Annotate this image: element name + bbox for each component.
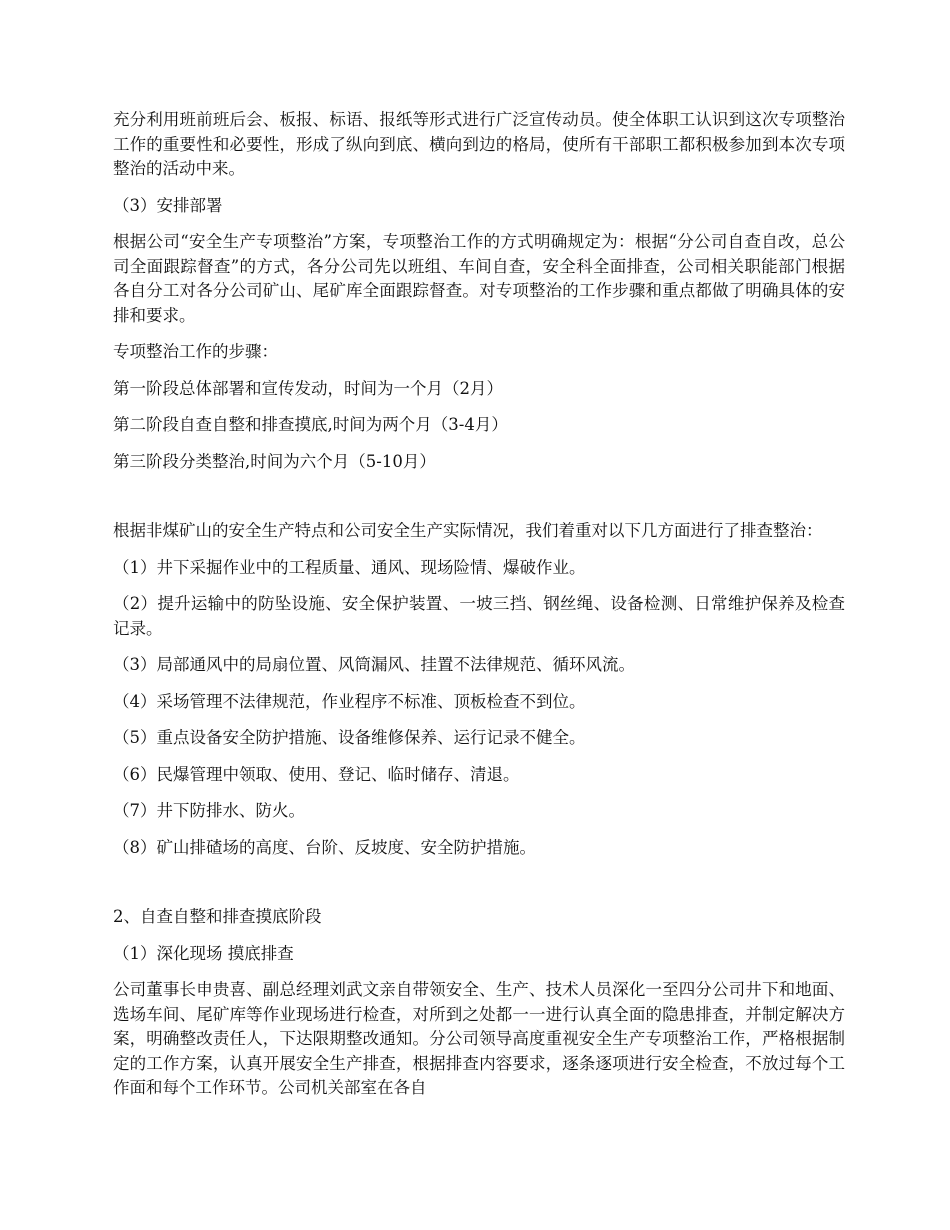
- subheading-site-inspection: （1）深化现场 摸底排查: [113, 943, 294, 963]
- section-heading-self-inspection: 2、自查自整和排查摸底阶段: [113, 907, 322, 926]
- paragraph-focus: 根据非煤矿山的安全生产特点和公司安全生产实际情况，我们着重对以下几方面进行了排查整治：: [113, 521, 823, 540]
- focus-item-6: （6）民爆管理中领取、使用、登记、临时储存、清退。: [113, 764, 520, 784]
- focus-item-2: （2）提升运输中的防坠设施、安全保护装置、一坡三挡、钢丝绳、设备检测、日常维护保养及检查记录。: [113, 594, 845, 638]
- focus-item-4: （4）采场管理不法律规范，作业程序不标准、顶板检查不到位。: [113, 691, 586, 711]
- focus-item-7: （7）井下防排水、防火。: [113, 801, 305, 820]
- paragraph-inspection: 公司董事长申贵喜、副总经理刘武文亲自带领安全、生产、技术人员深化一至四分公司井下和地面、选场车间、尾矿库等作业现场进行检查，对所到之处都一一进行认真全面的隐患排查，并制定解决方案，明确整改责任人，下达限期整改通知。分公司领导高度重视安全生产专项整治工作，严格根据制定的工作方案，认真开展安全生产排查，根据排查内容要求，逐条逐项进行安全检查，不放过每个工作面和每个工作环节。公司机关部室在各自: [113, 980, 845, 1097]
- paragraph-publicity: 充分利用班前班后会、板报、标语、报纸等形式进行广泛宣传动员。使全体职工认识到这次专项整治工作的重要性和必要性，形成了纵向到底、横向到边的格局，使所有干部职工都积极参加到本次专项整治的活动中来。: [113, 110, 845, 178]
- document-page: [113, 108, 845, 1113]
- steps-heading: 专项整治工作的步骤：: [113, 342, 278, 361]
- stage-three: 第三阶段分类整治,时间为六个月（5-10月）: [113, 451, 436, 471]
- focus-item-8: （8）矿山排碴场的高度、台阶、反坡度、安全防护措施。: [113, 837, 536, 857]
- focus-item-1: （1）井下采掘作业中的工程质量、通风、现场险情、爆破作业。: [113, 557, 586, 577]
- focus-item-3: （3）局部通风中的局扇位置、风筒漏风、挂置不法律规范、循环风流。: [113, 655, 635, 674]
- focus-item-5: （5）重点设备安全防护措施、设备维修保养、运行记录不健全。: [113, 728, 586, 747]
- heading-arrangement: （3）安排部署: [113, 195, 223, 215]
- stage-one: 第一阶段总体部署和宣传发动，时间为一个月（2月）: [113, 378, 503, 398]
- stage-two: 第二阶段自查自整和排查摸底,时间为两个月（3-4月）: [113, 415, 508, 434]
- paragraph-plan: 根据公司“安全生产专项整治”方案，专项整治工作的方式明确规定为：根据“分公司自查自改，总公司全面跟踪督查”的方式，各分公司先以班组、车间自查，安全科全面排查，公司相关职能部门根据各自分工对各分公司矿山、尾矿库全面跟踪督查。对专项整治的工作步骤和重点都做了明确具体的安排和要求。: [113, 232, 845, 325]
